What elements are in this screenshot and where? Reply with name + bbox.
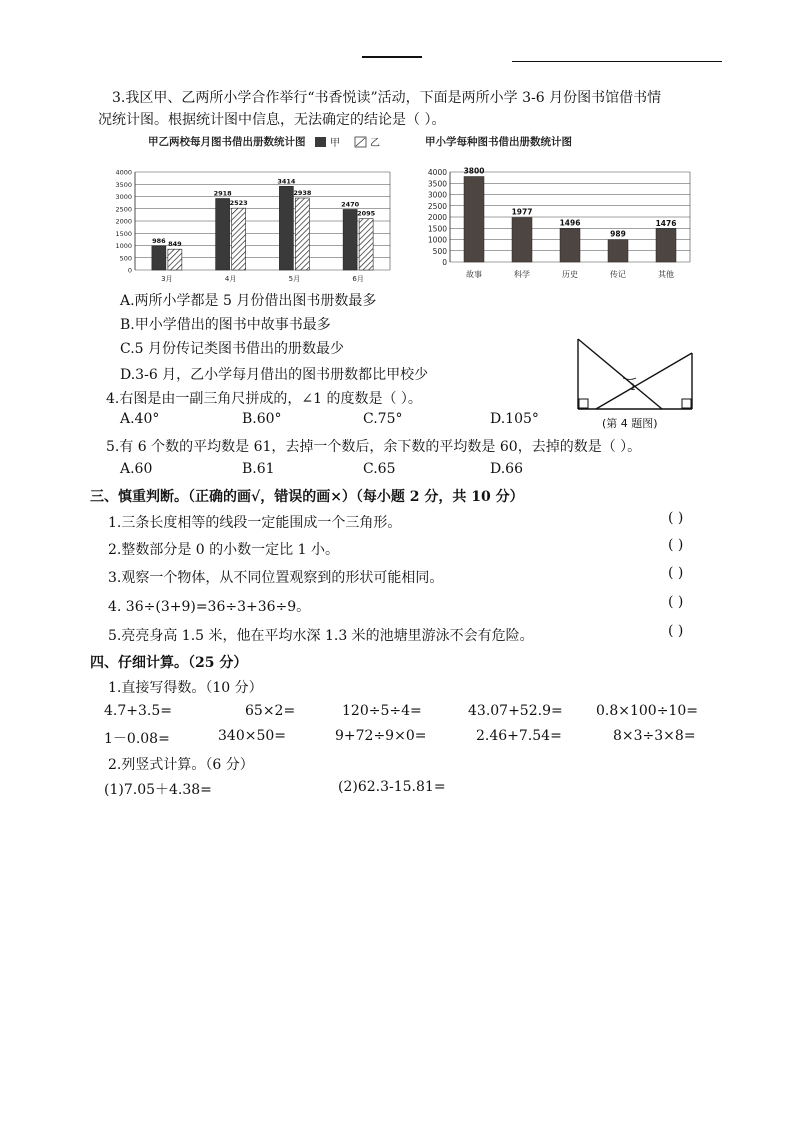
bar-yi — [232, 208, 246, 270]
judge-answer-1[interactable]: ( ) — [668, 510, 684, 526]
bar-value-label: 849 — [168, 240, 182, 249]
x-category-label: 6月 — [352, 275, 364, 283]
x-category-label: 3月 — [161, 275, 173, 283]
calc-2-4: 2.46+7.54= — [476, 728, 562, 744]
judge-answer-5[interactable]: ( ) — [668, 623, 684, 639]
calc-1-1: 4.7+3.5= — [104, 703, 172, 719]
angle-1-label: 1 — [630, 383, 636, 393]
bar-value-label: 2523 — [229, 199, 248, 208]
calc-2-2: 340×50= — [218, 728, 286, 744]
section3-header: 三、慎重判断。（正确的画√，错误的画×）（每小题 2 分，共 10 分） — [90, 489, 524, 505]
q3-stem-line1: 3.我区甲、乙两所小学合作举行“书香悦读”活动，下面是两所小学 3-6 月份图书馆借书情 — [112, 90, 662, 106]
judge-item-3: 3.观察一个物体，从不同位置观察到的形状可能相同。 — [108, 570, 444, 586]
q4-option-a: A.40° — [120, 411, 160, 427]
y-tick-label: 2500 — [115, 205, 132, 214]
q4-option-c: C.75° — [363, 411, 403, 427]
q3-option-c: C.5 月份传记类图书借出的册数最少 — [120, 341, 345, 357]
y-tick-label: 3500 — [427, 179, 447, 189]
y-tick-label: 500 — [119, 254, 132, 263]
q3-stem-line2: 况统计图。根据统计图中信息，无法确定的结论是（ ）。 — [98, 112, 446, 128]
chart-school-jia-categories — [420, 132, 700, 287]
judge-answer-2[interactable]: ( ) — [668, 537, 684, 553]
q3-option-d: D.3-6 月，乙小学每月借出的图书册数都比甲校少 — [120, 367, 429, 383]
q4-triangle-figure — [570, 335, 700, 435]
q4-stem: 4.右图是由一副三角尺拼成的，∠1 的度数是（ ）。 — [106, 391, 422, 407]
judge-item-1: 1.三条长度相等的线段一定能围成一个三角形。 — [108, 515, 402, 531]
q4-option-d: D.105° — [490, 411, 539, 427]
legend-label-jia: 甲 — [330, 138, 340, 149]
y-tick-label: 2500 — [427, 201, 447, 211]
y-tick-label: 2000 — [115, 217, 132, 226]
bar-yi — [168, 249, 182, 270]
chart1-title: 甲乙两校每月图书借出册数统计图 — [148, 136, 306, 148]
bar-jia — [216, 199, 230, 270]
calc-2-3: 9+72÷9×0= — [335, 728, 427, 744]
x-category-label: 其他 — [658, 270, 674, 279]
section4-sub1: 1.直接写得数。（10 分） — [108, 680, 263, 696]
calc-1-3: 120÷5÷4= — [342, 703, 422, 719]
y-tick-label: 3000 — [427, 190, 447, 200]
y-tick-label: 3000 — [115, 193, 132, 201]
legend-label-yi: 乙 — [370, 138, 380, 149]
bar — [608, 240, 628, 262]
bar-yi — [359, 219, 373, 270]
q5-option-d: D.66 — [490, 461, 523, 477]
calc-1-5: 0.8×100÷10= — [596, 703, 698, 719]
calc-1-4: 43.07+52.9= — [468, 703, 563, 719]
q4-figure-caption: (第 4 题图) — [602, 417, 658, 430]
scan-mark-right — [512, 61, 722, 62]
q3-option-a: A.两所小学都是 5 月份借出图书册数最多 — [120, 293, 377, 309]
calc-2-5: 8×3÷3×8= — [613, 728, 696, 744]
bar-value-label: 3414 — [277, 177, 296, 186]
bar-jia — [279, 186, 293, 270]
bar — [464, 177, 484, 263]
q5-option-a: A.60 — [120, 461, 153, 477]
bar-value-label: 1476 — [655, 218, 677, 228]
bar — [656, 229, 676, 262]
y-tick-label: 1000 — [115, 242, 132, 250]
y-tick-label: 1500 — [115, 229, 132, 238]
q4-option-b: B.60° — [242, 411, 282, 427]
q3-option-b: B.甲小学借出的图书中故事书最多 — [120, 317, 331, 333]
y-tick-label: 1000 — [427, 235, 447, 245]
calc-1-2: 65×2= — [245, 703, 296, 719]
x-category-label: 科学 — [514, 270, 530, 279]
bar-value-label: 3800 — [463, 166, 485, 176]
bar-value-label: 2470 — [341, 200, 360, 209]
bar-jia — [343, 209, 357, 270]
bar-value-label: 2938 — [293, 189, 312, 198]
bar-value-label: 989 — [610, 229, 626, 239]
vertical-calc-2: (2)62.3-15.81= — [338, 779, 446, 795]
chart-two-schools-monthly — [110, 132, 400, 287]
scan-mark-left — [362, 56, 422, 58]
bar — [512, 218, 532, 262]
section4-header: 四、仔细计算。（25 分） — [90, 655, 248, 671]
bar-yi — [295, 198, 309, 270]
vertical-calc-1: (1)7.05＋4.38= — [104, 782, 212, 798]
judge-answer-4[interactable]: ( ) — [668, 594, 684, 610]
bar-value-label: 1977 — [511, 207, 533, 217]
judge-item-5: 5.亮亮身高 1.5 米，他在平均水深 1.3 米的池塘里游泳不会有危险。 — [108, 628, 534, 644]
x-category-label: 4月 — [224, 275, 237, 283]
y-tick-label: 3500 — [115, 180, 132, 189]
y-tick-label: 0 — [442, 258, 447, 267]
bar-jia — [152, 246, 166, 270]
judge-item-4: 4. 36÷(3+9)=36÷3+36÷9。 — [108, 599, 311, 615]
bar — [560, 228, 580, 262]
judge-item-2: 2.整数部分是 0 的小数一定比 1 小。 — [108, 542, 339, 558]
y-tick-label: 2000 — [427, 213, 447, 222]
x-category-label: 历史 — [562, 270, 578, 279]
q5-stem: 5.有 6 个数的平均数是 61，去掉一个数后，余下数的平均数是 60，去掉的数是（ ）。 — [106, 439, 642, 455]
y-tick-label: 0 — [127, 266, 132, 275]
bar-value-label: 2918 — [213, 189, 232, 198]
bar-value-label: 2095 — [357, 209, 376, 218]
y-tick-label: 4000 — [115, 168, 132, 177]
calc-2-1: 1－0.08= — [104, 731, 170, 747]
section4-sub2: 2.列竖式计算。（6 分） — [108, 757, 254, 773]
y-tick-label: 4000 — [427, 168, 447, 177]
q5-option-c: C.65 — [363, 461, 396, 477]
chart2-title: 甲小学每种图书借出册数统计图 — [425, 136, 572, 148]
x-category-label: 故事 — [466, 270, 482, 279]
x-category-label: 传记 — [610, 270, 626, 279]
judge-answer-3[interactable]: ( ) — [668, 565, 684, 581]
q5-option-b: B.61 — [242, 461, 275, 477]
bar-value-label: 1496 — [559, 218, 581, 228]
x-category-label: 5月 — [288, 275, 301, 283]
bar-value-label: 986 — [152, 236, 166, 245]
legend-swatch-jia — [315, 137, 326, 147]
y-tick-label: 1500 — [427, 224, 447, 234]
y-tick-label: 500 — [432, 246, 447, 256]
